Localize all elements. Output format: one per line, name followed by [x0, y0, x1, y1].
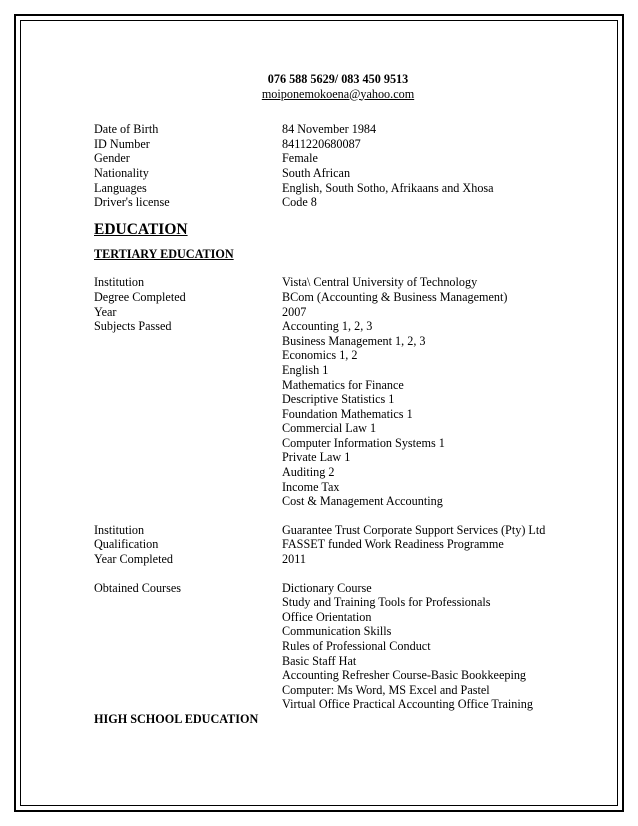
personal-row: [94, 195, 574, 210]
subject-item: Income Tax: [282, 479, 340, 494]
gender-value: Female: [282, 151, 318, 166]
course-item: Rules of Professional Conduct: [282, 639, 431, 653]
tertiary-row: [94, 305, 574, 320]
high-school-heading: HIGH SCHOOL EDUCATION: [94, 711, 259, 726]
languages-label: Languages: [94, 180, 147, 195]
training-institution-label: Institution: [94, 522, 145, 537]
courses-list: [282, 581, 574, 712]
personal-row: [94, 122, 574, 137]
subject-item: Cost & Management Accounting: [282, 494, 443, 509]
courses-details: [94, 581, 574, 712]
training-row: [94, 552, 574, 567]
nationality-label: Nationality: [94, 165, 149, 180]
cv-content: [94, 72, 574, 727]
dob-label: Date of Birth: [94, 122, 159, 137]
year-completed-label: Year Completed: [94, 552, 173, 567]
degree-value: BCom (Accounting & Business Management): [282, 289, 508, 304]
subject-item: Commercial Law 1: [282, 421, 377, 436]
subjects-list: [282, 319, 574, 509]
subject-item: Computer Information Systems 1: [282, 435, 445, 450]
tertiary-row: [94, 319, 574, 509]
course-item: Virtual Office Practical Accounting Office Training: [282, 697, 533, 712]
courses-row: [94, 581, 574, 712]
subject-item: Economics 1, 2: [282, 348, 358, 363]
training-institution-value: Guarantee Trust Corporate Support Services (Pty) Ltd: [282, 522, 546, 537]
tertiary-details: [94, 275, 574, 509]
subject-item: English 1: [282, 362, 329, 377]
courses-label: Obtained Courses: [94, 580, 181, 595]
institution-label: Institution: [94, 275, 145, 290]
year-value: 2007: [282, 304, 307, 319]
course-item: Study and Training Tools for Professionals: [282, 595, 491, 610]
license-label: Driver's license: [94, 195, 170, 210]
subjects-label: Subjects Passed: [94, 319, 172, 334]
degree-label: Degree Completed: [94, 289, 186, 304]
subject-item: Private Law 1: [282, 450, 351, 465]
institution-value: Vista\ Central University of Technology: [282, 275, 478, 290]
license-value: Code 8: [282, 195, 317, 210]
dob-value: 84 November 1984: [282, 122, 377, 137]
subject-item: Business Management 1, 2, 3: [282, 333, 426, 348]
personal-row: [94, 151, 574, 166]
training-row: [94, 523, 574, 538]
qualification-label: Qualification: [94, 537, 159, 552]
personal-row: [94, 137, 574, 152]
subject-item: Descriptive Statistics 1: [282, 392, 395, 407]
education-heading: EDUCATION: [94, 220, 188, 238]
year-label: Year: [94, 304, 117, 319]
course-item: Accounting Refresher Course-Basic Bookkeeping: [282, 668, 527, 683]
nationality-value: South African: [282, 165, 351, 180]
gender-label: Gender: [94, 151, 130, 166]
subject-item: Accounting 1, 2, 3: [282, 319, 373, 334]
course-item: Computer: Ms Word, MS Excel and Pastel: [282, 682, 490, 697]
course-item: Dictionary Course: [282, 580, 372, 595]
phone-numbers: 076 588 5629/ 083 450 9513: [267, 72, 409, 86]
qualification-value: FASSET funded Work Readiness Programme: [282, 537, 504, 552]
tertiary-row: [94, 275, 574, 290]
personal-details: [94, 122, 574, 210]
course-item: Communication Skills: [282, 624, 392, 639]
year-completed-value: 2011: [282, 552, 306, 567]
tertiary-education-heading: TERTIARY EDUCATION: [94, 246, 234, 261]
subject-item: Foundation Mathematics 1: [282, 406, 413, 421]
tertiary-row: [94, 290, 574, 305]
id-label: ID Number: [94, 136, 150, 151]
personal-row: [94, 166, 574, 181]
languages-value: English, South Sotho, Afrikaans and Xhosa: [282, 180, 494, 195]
personal-row: [94, 181, 574, 196]
email-address: moiponemokoena@yahoo.com: [261, 86, 415, 101]
course-item: Office Orientation: [282, 609, 372, 624]
training-details: [94, 523, 574, 567]
contact-block: [94, 72, 582, 101]
training-row: [94, 537, 574, 552]
course-item: Basic Staff Hat: [282, 653, 357, 668]
id-value: 8411220680087: [282, 136, 361, 151]
subject-item: Auditing 2: [282, 465, 335, 480]
subject-item: Mathematics for Finance: [282, 377, 404, 392]
